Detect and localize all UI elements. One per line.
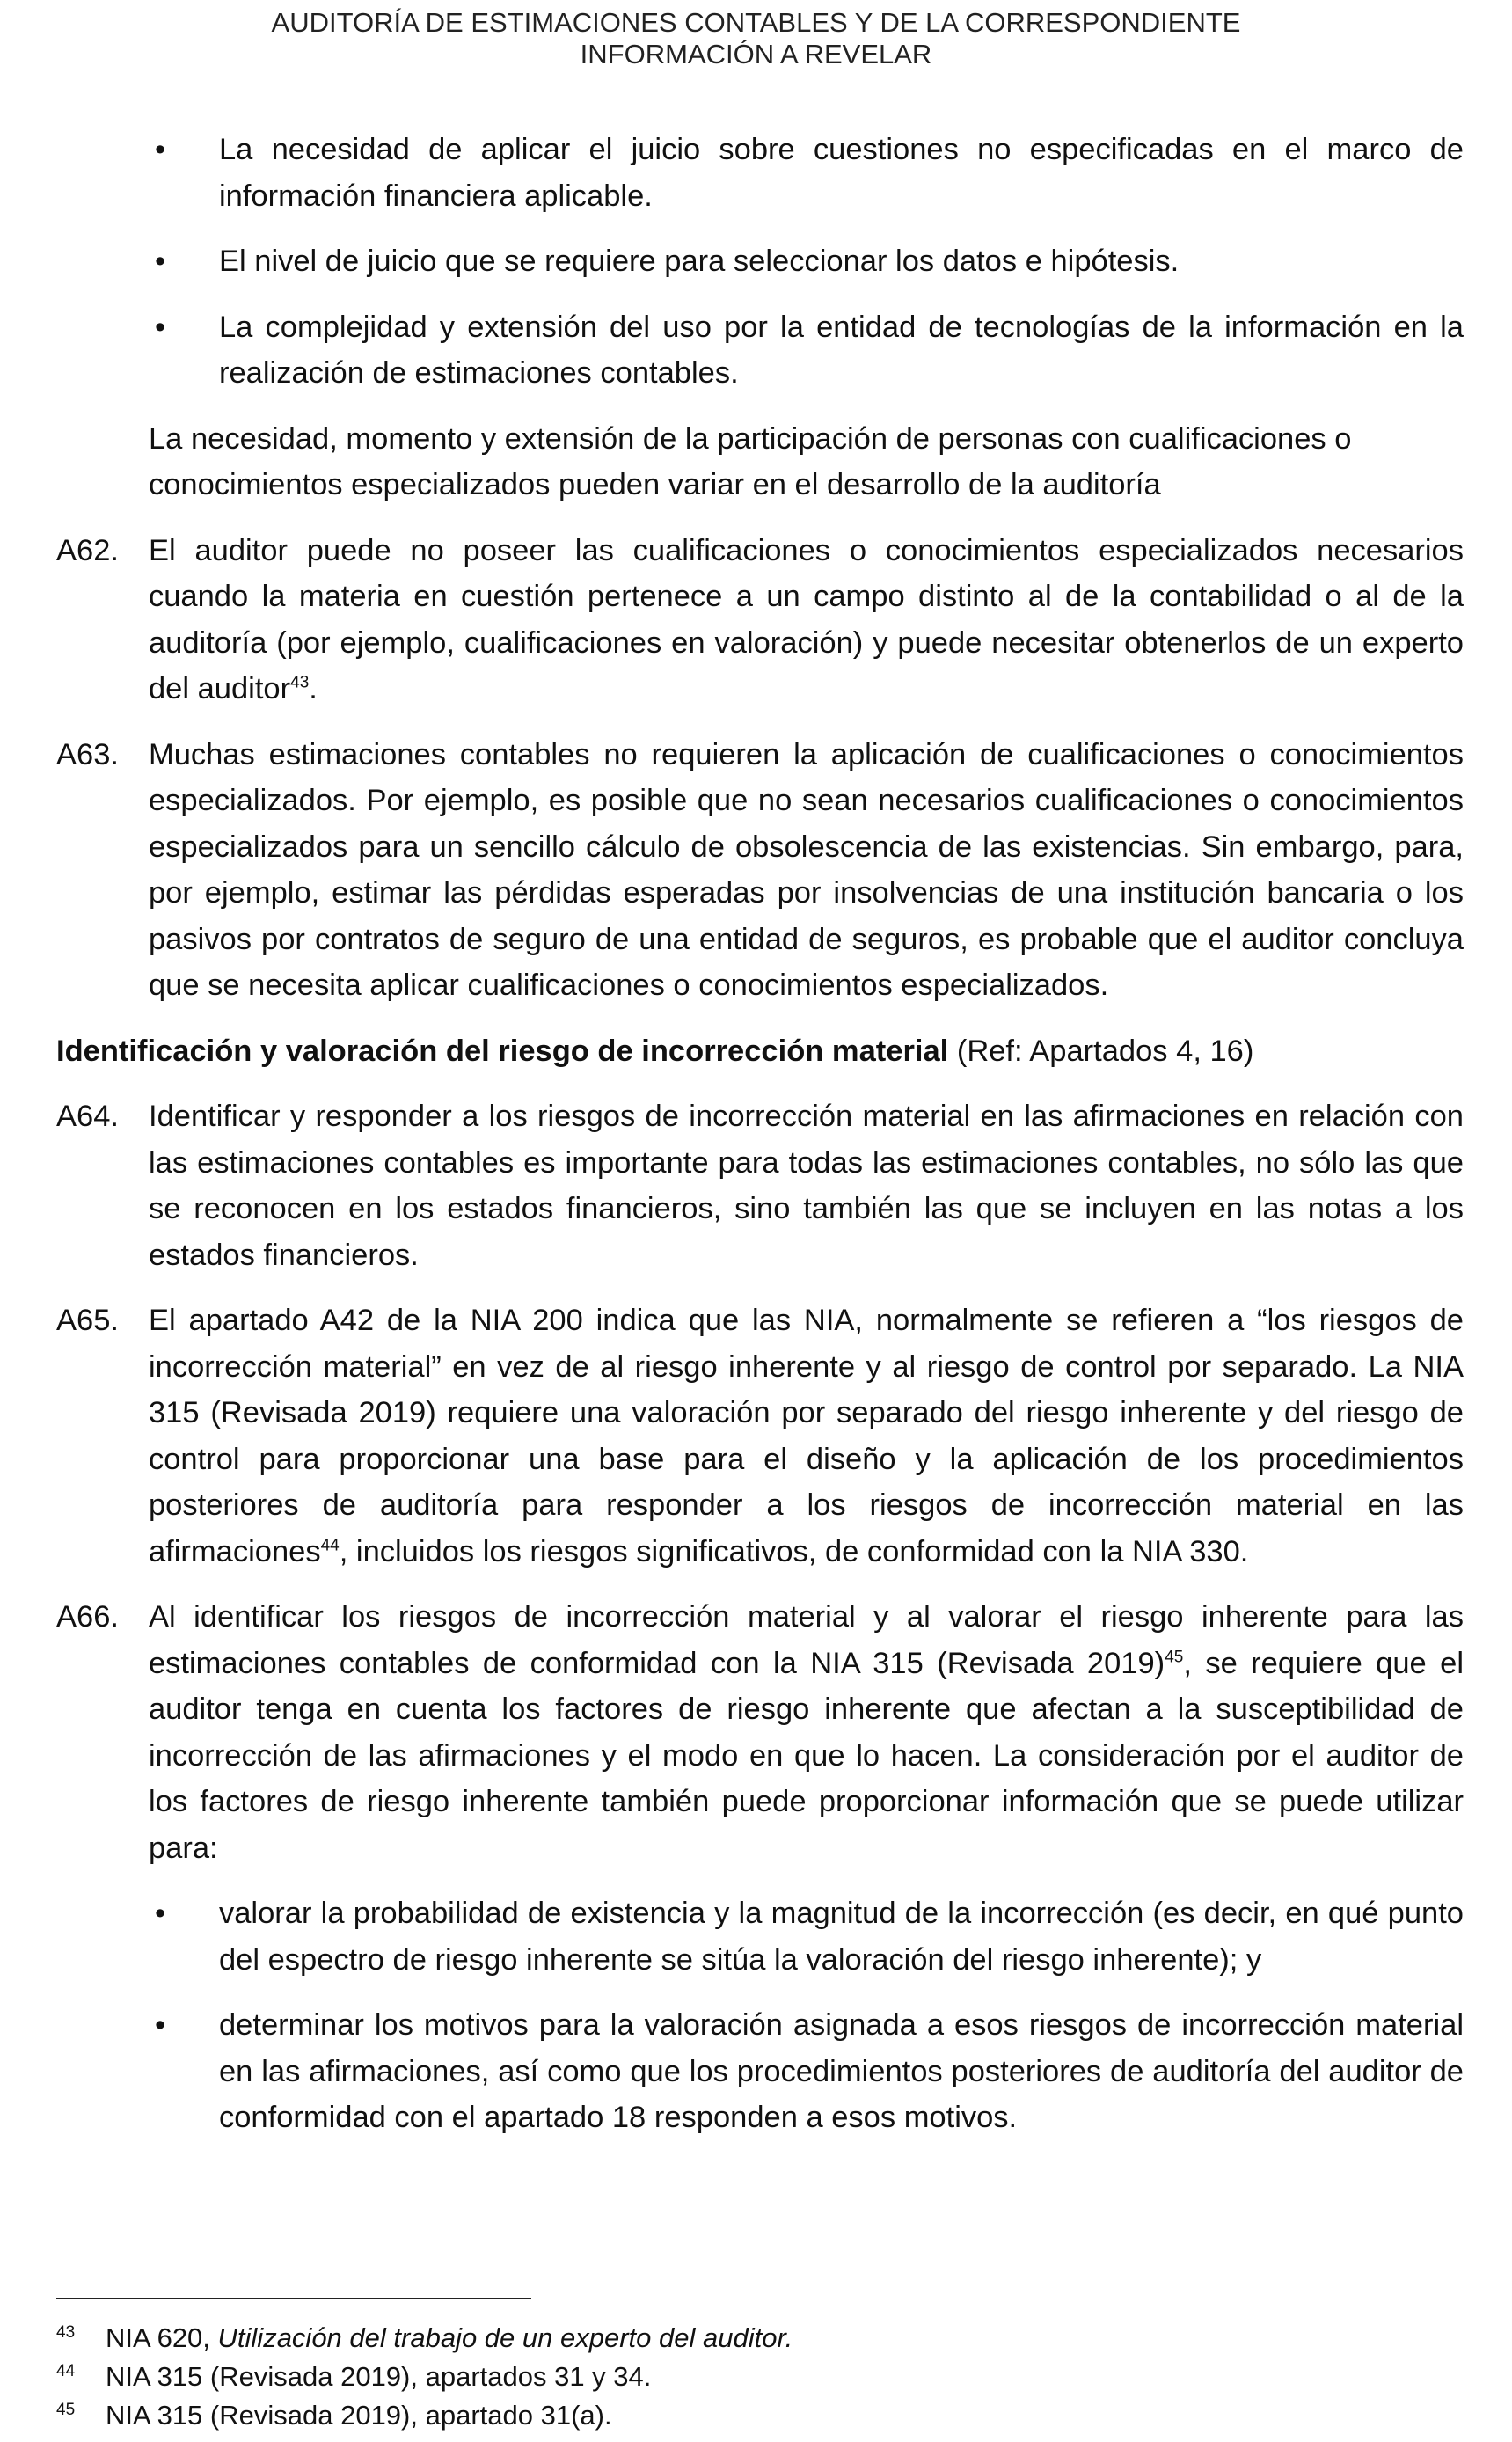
paragraph-a66 (56, 1594, 1464, 1871)
paragraph-a62 (56, 528, 1464, 713)
bullet-marker: • (155, 1897, 166, 1930)
paragraph-a64 (56, 1093, 1464, 1278)
bullet-text: La necesidad de aplicar el juicio sobre cuestiones no especificadas en el marco de información financiera aplicable. (219, 133, 1464, 213)
bullet-item (56, 1890, 1464, 1983)
paragraph-number: A62. (56, 533, 119, 567)
bullet-text: El nivel de juicio que se requiere para seleccionar los datos e hipótesis. (219, 245, 1180, 278)
body-content (56, 127, 1464, 2161)
footnote-text: NIA 315 (Revisada 2019), apartado 31(a). (106, 2400, 612, 2431)
paragraph-a65 (56, 1298, 1464, 1575)
footnote-ref-45[interactable]: 45 (1165, 1648, 1184, 1666)
bullet-item (56, 304, 1464, 397)
section-heading-title: Identificación y valoración del riesgo de incorrección material (56, 1034, 949, 1068)
bullet-text: determinar los motivos para la valoración asignada a esos riesgos de incorrección material en las afirmaciones, así como que los procedimientos posteriores de auditoría del auditor de conformidad con el apartado 18 responden a esos motivos. (219, 2008, 1464, 2134)
paragraph-tail: . (309, 672, 318, 706)
footnote-44 (56, 2358, 1464, 2396)
page-header (0, 7, 1512, 70)
header-line-2: INFORMACIÓN A REVELAR (580, 39, 932, 69)
bullet-marker: • (155, 245, 166, 278)
footnote-number: 45 (56, 2401, 76, 2419)
paragraph-number: A66. (56, 1600, 119, 1634)
bullet-text: La complejidad y extensión del uso por la entidad de tecnologías de la información en la realización de estimaciones contables. (219, 310, 1464, 390)
footnote-number: 44 (56, 2362, 76, 2380)
paragraph-number: A64. (56, 1100, 119, 1133)
section-heading-ref: (Ref: Apartados 4, 16) (948, 1034, 1254, 1068)
footnotes (56, 2319, 1464, 2435)
footnote-separator (56, 2298, 531, 2299)
intro-paragraph: La necesidad, momento y extensión de la participación de personas con cualificaciones o conocimientos especializados pueden variar en el desarrollo de la auditoría (149, 421, 1352, 501)
bullet-item (56, 2002, 1464, 2141)
footnote-ref-44[interactable]: 44 (320, 1536, 340, 1554)
footnote-45 (56, 2396, 1464, 2435)
paragraph-number: A65. (56, 1304, 119, 1337)
footnote-ref-43[interactable]: 43 (290, 673, 310, 692)
bullet-marker: • (155, 133, 166, 166)
footnote-43 (56, 2319, 1464, 2358)
paragraph-text: El auditor puede no poseer las cualificaciones o conocimientos especializados necesarios cuando la materia en cuestión pertenece a un campo distinto al de la contabilidad o al de la auditoría (por ejemplo, cualificaciones en valoración) y puede necesitar obtenerlos de un experto del auditor (149, 533, 1464, 706)
header-line-1: AUDITORÍA DE ESTIMACIONES CONTABLES Y DE LA CORRESPONDIENTE (271, 7, 1241, 38)
footnote-text: NIA 620, (106, 2322, 218, 2353)
footnote-italic-title: Utilización del trabajo de un experto del auditor. (217, 2322, 793, 2353)
paragraph-text: Al identificar los riesgos de incorrección material y al valorar el riesgo inherente para las estimaciones contables de conformidad con la NIA 315 (Revisada 2019) (149, 1600, 1464, 1680)
paragraph-number: A63. (56, 737, 119, 771)
paragraph-text-after: , se requiere que el auditor tenga en cuenta los factores de riesgo inherente que afectan a la susceptibilidad de incorrección de las afirmaciones y el modo en que lo hacen. La consideración por el auditor de los factores de riesgo inherente también puede proporcionar información que se puede utilizar para: (149, 1646, 1464, 1865)
paragraph-text-after: , incluidos los riesgos significativos, de conformidad con la NIA 330. (339, 1534, 1249, 1568)
section-heading (56, 1028, 1464, 1075)
bullet-marker: • (155, 2008, 166, 2042)
footnote-text: NIA 315 (Revisada 2019), apartados 31 y 34. (106, 2361, 652, 2392)
bullet-text: valorar la probabilidad de existencia y la magnitud de la incorrección (es decir, en qué punto del espectro de riesgo inherente se sitúa la valoración del riesgo inherente); y (219, 1897, 1464, 1977)
paragraph-text: Identificar y responder a los riesgos de incorrección material en las afirmaciones en relación con las estimaciones contables es importante para todas las estimaciones contables, no sólo las que se reconocen en los estados financieros, sino también las que se incluyen en las notas a los estados financieros. (149, 1100, 1464, 1272)
bullet-item (56, 127, 1464, 219)
paragraph-text: El apartado A42 de la NIA 200 indica que las NIA, normalmente se refieren a “los riesgos de incorrección material” en vez de al riesgo inherente y al riesgo de control por separado. La NIA 315 (Revisada 2019) requiere una valoración por separado del riesgo inherente y del riesgo de control para proporcionar una base para el diseño y la aplicación de los procedimientos posteriores de auditoría para responder a los riesgos de incorrección material en las afirmaciones (149, 1304, 1464, 1568)
paragraph-a63 (56, 732, 1464, 1009)
paragraph-text: Muchas estimaciones contables no requieren la aplicación de cualificaciones o conocimientos especializados. Por ejemplo, es posible que no sean necesarios cualificaciones o conocimientos especializados para un sencillo cálculo de obsolescencia de las existencias. Sin embargo, para, por ejemplo, estimar las pérdidas esperadas por insolvencias de una institución bancaria o los pasivos por contratos de seguro de una entidad de seguros, es probable que el auditor concluya que se necesita aplicar cualificaciones o conocimientos especializados. (149, 737, 1464, 1002)
bullet-marker: • (155, 310, 166, 344)
bullet-item (56, 238, 1464, 285)
footnote-number: 43 (56, 2323, 76, 2342)
